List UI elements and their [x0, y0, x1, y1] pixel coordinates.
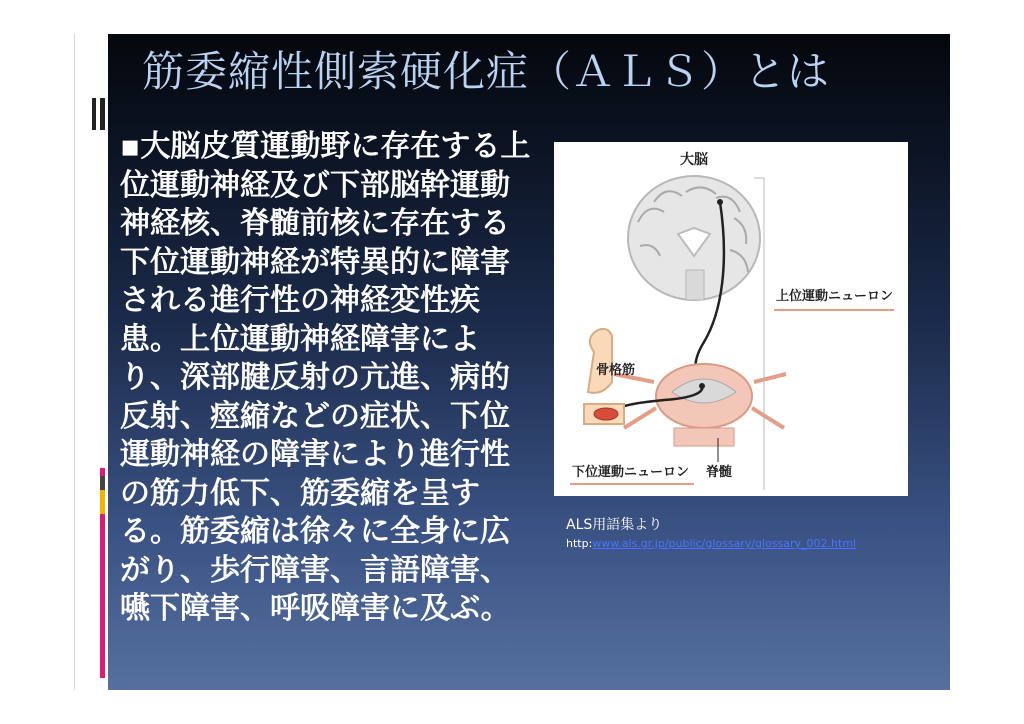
- label-brain: 大脳: [680, 152, 708, 168]
- source-url-prefix: http:: [566, 537, 593, 550]
- lower-neuron-soma: [699, 383, 705, 389]
- source-caption: ALS用語集より: [566, 517, 663, 533]
- left-stripe-dark-2: [100, 98, 105, 130]
- label-lower-neuron: 下位運動ニューロン: [572, 465, 690, 480]
- spinal-cord-illustration: [614, 364, 786, 446]
- als-diagram-svg: [554, 142, 908, 496]
- source-url-link[interactable]: www.als.gr.jp/public/glossary/glossary_002.html: [592, 537, 857, 550]
- label-upper-neuron: 上位運動ニューロン: [776, 289, 894, 304]
- left-stripe-gray: [100, 476, 105, 490]
- upper-neuron-soma: [717, 199, 723, 205]
- label-spinal: 脊髄: [706, 465, 733, 480]
- source-url-line: [566, 537, 856, 550]
- als-diagram: [554, 142, 908, 496]
- brain-illustration: [628, 176, 760, 300]
- slide-title: 筋委縮性側索硬化症（ＡＬＳ）とは: [142, 47, 831, 96]
- left-stripe-dark-1: [92, 98, 96, 130]
- label-muscle: 骨格筋: [596, 363, 636, 378]
- slide-body-text: ▪大脳皮質運動野に存在する上位運動神経及び下部脳幹運動神経核、脊髄前核に存在する下位運動神経が特異的に障害される進行性の神経変性疾患。上位運動神経障害により、深部腱反射の亢進、病的反射、痙縮などの症状、下位運動神経の障害により進行性の筋力低下、筋委縮を呈する。筋委縮は徐々に全身に広がり、歩行障害、言語障害、嚥下障害、呼吸障害に及ぶ。: [120, 129, 531, 626]
- left-stripe-yellow: [100, 490, 105, 514]
